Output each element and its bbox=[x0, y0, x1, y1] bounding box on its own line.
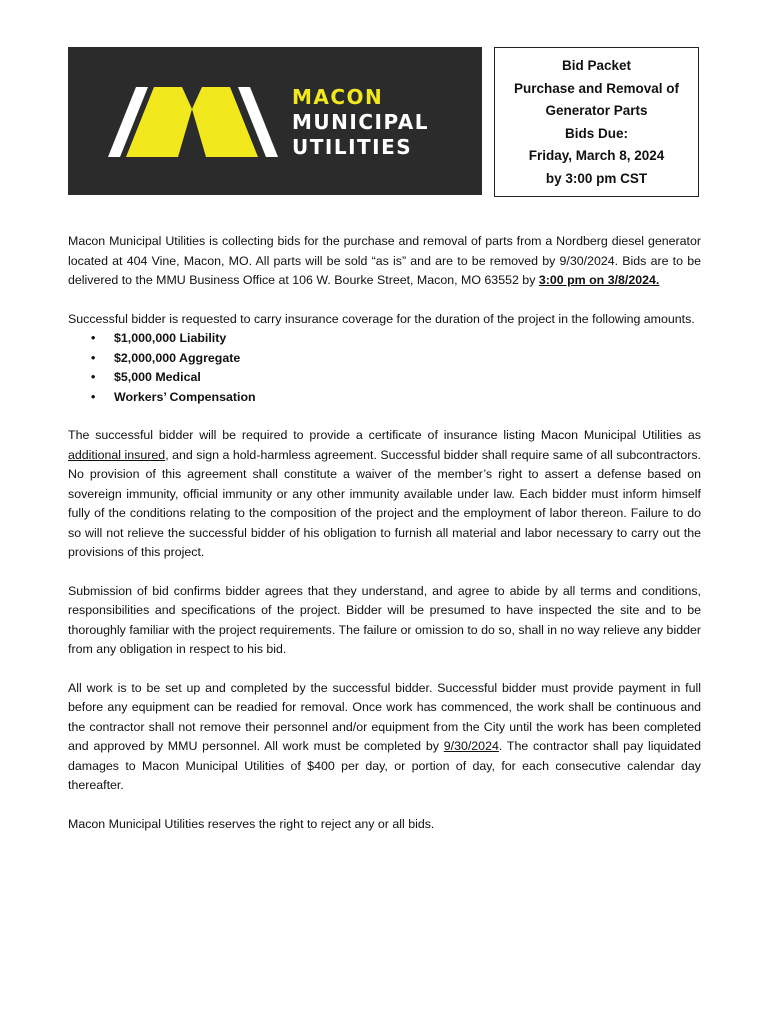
work-text-start: All work is to be set up and completed by the successful bidder. Successful bidder must provide payment in full before any equipment can be readied for removal. Once work has commenced, the work shall be continuous and the contractor shall not remove their personnel and/or equipment from the City until the work has been completed and approved by MMU personnel. All work must be completed by bbox=[68, 680, 701, 753]
certificate-text-start: The successful bidder will be required to provide a certificate of insurance listing Macon Municipal Utilities as bbox=[68, 428, 701, 442]
bid-info-box bbox=[494, 47, 699, 197]
logo-m-mark-icon bbox=[108, 87, 278, 157]
bid-box-line-6: by 3:00 pm CST bbox=[545, 170, 648, 186]
list-item: • $2,000,000 Aggregate bbox=[114, 349, 701, 369]
intro-text: Macon Municipal Utilities is collecting bids for the purchase and removal of parts from a Nordberg diesel generator located at 404 Vine, Macon, MO. All parts will be sold “as is” and are to be removed by 9/30/2024. Bids are to be delivered to the MMU Business Office at 106 W. Bourke Street, Macon, MO 63552 by bbox=[68, 234, 701, 287]
logo-line-utilities: UTILITIES bbox=[292, 135, 413, 159]
list-item: • $1,000,000 Liability bbox=[114, 329, 701, 349]
reservation-paragraph: Macon Municipal Utilities reserves the right to reject any or all bids. bbox=[68, 816, 435, 831]
bid-box-line-1: Bid Packet bbox=[561, 58, 632, 73]
work-paragraph bbox=[68, 679, 701, 796]
macon-utilities-logo bbox=[68, 47, 482, 195]
logo-wordmark bbox=[292, 85, 429, 160]
logo-line-macon: MACON bbox=[292, 85, 384, 109]
bid-box-line-5: Friday, March 8, 2024 bbox=[528, 148, 665, 163]
additional-insured: additional insured bbox=[68, 447, 166, 462]
list-item: • $5,000 Medical bbox=[114, 368, 701, 388]
document-body bbox=[68, 232, 701, 853]
logo-line-municipal: MUNICIPAL bbox=[292, 110, 429, 134]
certificate-paragraph bbox=[68, 426, 701, 563]
bid-box-line-3: Generator Parts bbox=[545, 103, 648, 118]
work-text-end: . The contractor shall pay liquidated damages to Macon Municipal Utilities of $400 per day, or portion of day, for each consecutive calendar day thereafter. bbox=[68, 739, 701, 792]
insurance-intro: Successful bidder is requested to carry insurance coverage for the duration of the project in the following amounts. bbox=[68, 311, 695, 326]
list-item: • Workers’ Compensation bbox=[114, 388, 701, 408]
insurance-list bbox=[68, 329, 701, 407]
intro-paragraph bbox=[68, 232, 701, 291]
bid-box-line-2: Purchase and Removal of bbox=[513, 80, 680, 96]
completion-date: 9/30/2024 bbox=[443, 739, 499, 753]
certificate-text-end: , and sign a hold-harmless agreement. Successful bidder shall require same of all subcontractors. No provision of this agreement shall constitute a waiver of the member’s right to assert a defense based on sovereign immunity, official immunity or any other immunity available under law. Each bidder must inform himself fully of the conditions relating to the composition of the project and the employment of labor thereon. Failure to do so will not relieve the successful bidder of his obligation to furnish all material and labor necessary to carry out the provisions of this project. bbox=[68, 447, 701, 559]
bid-deadline: 3:00 pm on 3/8/2024. bbox=[538, 273, 660, 287]
submission-paragraph: Submission of bid confirms bidder agrees that they understand, and agree to abide by all terms and conditions, responsibilities and specifications of the project. Bidder will be presumed to have inspected the site and to be thoroughly familiar with the project requirements. The failure or omission to do so, shall in no way relieve any bidder from any obligation in respect to his bid. bbox=[68, 583, 701, 656]
bid-box-line-4: Bids Due: bbox=[564, 125, 628, 141]
